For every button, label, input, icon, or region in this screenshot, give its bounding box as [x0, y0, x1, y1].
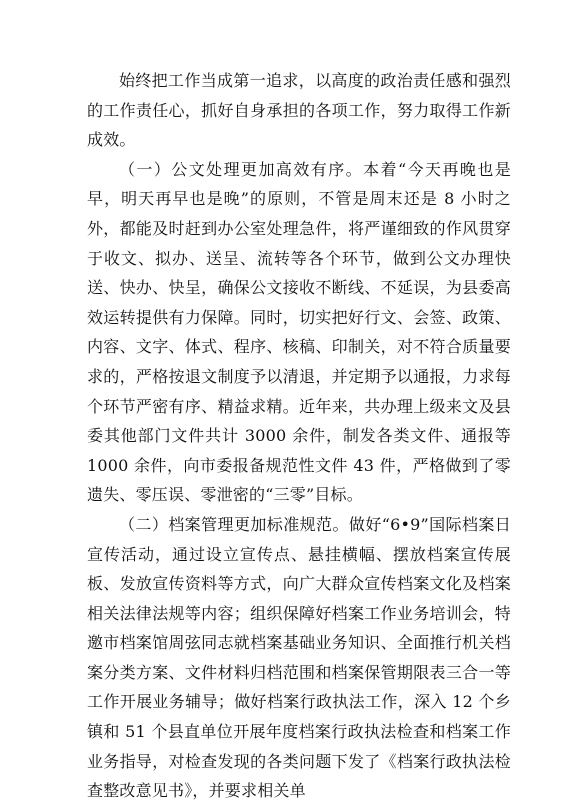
document-body [87, 66, 511, 806]
paragraph-intro: 始终把工作当成第一追求，以高度的政治责任感和强烈的工作责任心，抓好自身承担的各项工作，努力取得工作新成效。 [87, 71, 511, 150]
paragraph-archive-management: （二）档案管理更加标准规范。做好“6•9”国际档案日宣传活动，通过设立宣传点、悬挂横幅、摆放档案宣传展板、发放宣传资料等方式，向广大群众宣传档案文化及档案相关法律法规等内容；组织保障好档案工作业务培训会，特邀市档案馆周弦同志就档案基础业务知识、全面推行机关档案分类方案、文件材料归档范围和档案保管期限表三合一等工作开展业务辅导；做好档案行政执法工作，深入 12 个乡镇和 51 个县直单位开展年度档案行政执法检查和档案工作业务指导，对检查发现的各类问题下发了《档案行政执法检查整改意见书》，并要求相关单 [87, 514, 511, 801]
paragraph-document-processing: （一）公文处理更加高效有序。本着“今天再晚也是早，明天再早也是晚”的原则，不管是周末还是 8 小时之外，都能及时赶到办公室处理急件，将严谨细致的作风贯穿于收文、拟办、送呈、流转等各个环节，做到公文办理快送、快办、快呈，确保公文接收不断线、不延误，为县委高效运转提供有力保障。同时，切实把好行文、会签、政策、内容、文字、体式、程序、核稿、印制关，对不符合质量要求的，严格按退文制度予以清退，并定期予以通报，力求每个环节严密有序、精益求精。近年来，共办理上级来文及县委其他部门文件共计 3000 余件，制发各类文件、通报等 1000 余件，向市委报备规范性文件 43 件，严格做到了零遗失、零压误、零泄密的“三零”目标。 [87, 159, 511, 505]
